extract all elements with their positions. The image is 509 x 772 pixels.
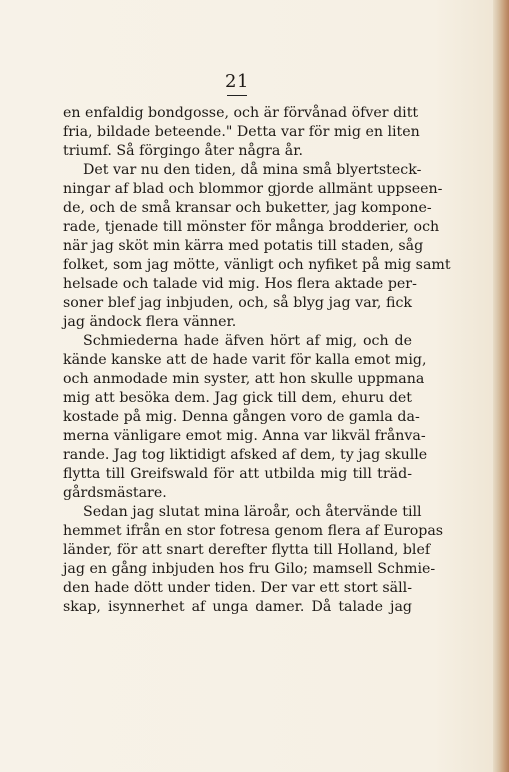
page-number: 21 bbox=[220, 73, 254, 96]
text-line: Schmiederna hade äfven hört af mig, och de bbox=[83, 333, 412, 349]
text-line: folket, som jag mötte, vänligt och nyfiket på mig samt bbox=[63, 257, 451, 273]
text-line: rade, tjenade till mönster för många brodderier, och bbox=[63, 219, 440, 235]
text-line: kostade på mig. Denna gången voro de gamla da- bbox=[63, 409, 420, 425]
text-line: Sedan jag slutat mina läroår, och återvände till bbox=[83, 504, 422, 520]
text-line: mig att besöka dem. Jag gick till dem, ehuru det bbox=[63, 390, 412, 406]
page-edge bbox=[493, 0, 509, 772]
text-line: jag en gång inbjuden hos fru Gilo; mamsell Schmie- bbox=[63, 561, 436, 577]
text-line: Det var nu den tiden, då mina små blyertsteck- bbox=[83, 162, 422, 178]
text-line: länder, för att snart derefter flytta till Holland, blef bbox=[63, 542, 431, 558]
text-line: ningar af blad och blommor gjorde allmänt uppseen- bbox=[63, 181, 443, 197]
text-line: den hade dött under tiden. Der var ett stort säll- bbox=[63, 580, 412, 596]
text-line: fria, bildade beteende." Detta var för mig en liten bbox=[63, 124, 420, 140]
text-line: gårdsmästare. bbox=[63, 485, 167, 501]
text-line: flytta till Greifswald för att utbilda mig till träd- bbox=[63, 466, 412, 482]
text-line: kände kanske att de hade varit för kalla emot mig, bbox=[63, 352, 427, 368]
text-line: rande. Jag tog liktidigt afsked af dem, ty jag skulle bbox=[63, 447, 428, 463]
text-line: helsade och talade vid mig. Hos flera aktade per- bbox=[63, 276, 417, 292]
text-line: hemmet ifrån en stor fotresa genom flera af Europas bbox=[63, 523, 444, 539]
text-line: jag ändock flera vänner. bbox=[63, 314, 237, 330]
text-line: när jag sköt min kärra med potatis till staden, såg bbox=[63, 238, 424, 254]
page-text bbox=[63, 104, 451, 617]
text-line: merna vänligare emot mig. Anna var likväl frånva- bbox=[63, 428, 426, 444]
text-line: de, och de små kransar och buketter, jag kompone- bbox=[63, 200, 432, 216]
text-line: och anmodade min syster, att hon skulle uppmana bbox=[63, 371, 425, 387]
text-line: soner blef jag inbjuden, och, så blyg jag var, fick bbox=[63, 295, 412, 311]
text-line: en enfaldig bondgosse, och är förvånad öfver ditt bbox=[63, 105, 419, 121]
text-line: skap, isynnerhet af unga damer. Då talade jag bbox=[63, 599, 412, 615]
text-line: triumf. Så förgingo åter några år. bbox=[63, 143, 303, 159]
